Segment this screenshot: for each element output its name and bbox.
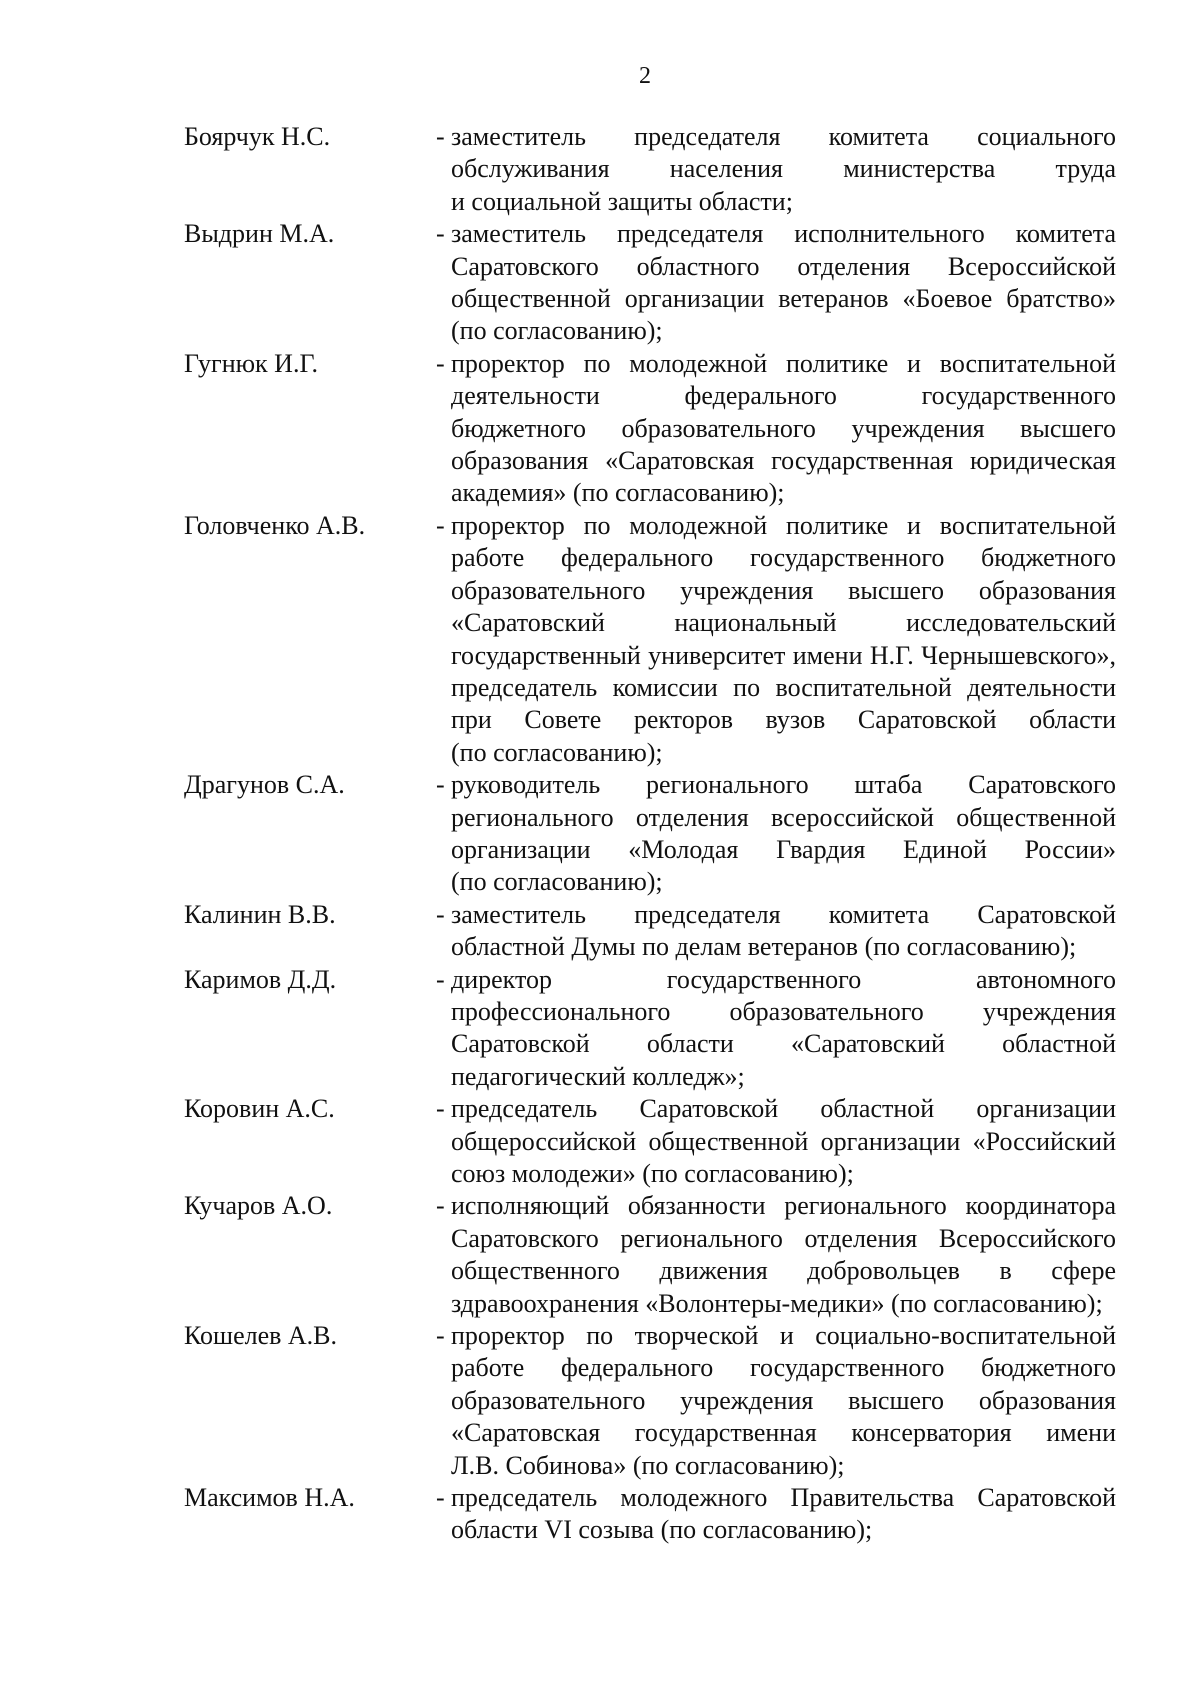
member-position: [451, 769, 1116, 899]
member-entry: [184, 348, 1116, 510]
member-position: [451, 348, 1116, 510]
position-line: обслуживания населения министерства труда: [451, 154, 1116, 184]
dash-separator: -: [436, 510, 445, 540]
member-entry: [184, 1482, 1116, 1547]
position-line: председатель Саратовской областной организации: [451, 1094, 1116, 1124]
position-line: образовательного учреждения высшего образования: [451, 575, 1116, 605]
member-position: [451, 964, 1116, 1094]
position-line: Саратовского областного отделения Всероссийской: [451, 251, 1116, 281]
member-entry: [184, 769, 1116, 899]
position-line: организации «Молодая Гвардия Единой России»: [451, 834, 1116, 864]
position-line: проректор по творческой и социально-воспитательной: [451, 1321, 1116, 1351]
position-line: Саратовского регионального отделения Всероссийского: [451, 1223, 1116, 1253]
position-line: при Совете ректоров вузов Саратовской области: [451, 705, 1116, 735]
member-position: [451, 218, 1116, 348]
member-name: Калинин В.В.: [184, 899, 336, 929]
members-list: [184, 121, 1116, 1547]
position-line: (по согласованию);: [451, 316, 663, 346]
member-name: Кошелев А.В.: [184, 1321, 338, 1351]
dash-separator: -: [436, 1321, 445, 1351]
member-position: [451, 121, 1116, 218]
dash-separator: -: [436, 1191, 445, 1221]
position-line: общероссийской общественной организации «Российский: [451, 1126, 1116, 1156]
position-line: работе федерального государственного бюджетного: [451, 543, 1116, 573]
position-line: председатель молодежного Правительства Саратовской: [451, 1483, 1116, 1513]
member-entry: [184, 1190, 1116, 1320]
position-line: директор государственного автономного: [451, 964, 1116, 994]
member-position: [451, 510, 1116, 769]
member-position: [451, 1093, 1116, 1190]
position-line: образовательного учреждения высшего образования: [451, 1385, 1116, 1415]
position-line: педагогический колледж»;: [451, 1061, 745, 1091]
member-name: Максимов Н.А.: [184, 1483, 355, 1513]
position-line: областной Думы по делам ветеранов (по согласованию);: [451, 932, 1077, 962]
member-name: Головченко А.В.: [184, 510, 366, 540]
member-entry: [184, 964, 1116, 1094]
position-line: бюджетного образовательного учреждения высшего: [451, 413, 1116, 443]
member-name: Коровин А.С.: [184, 1094, 335, 1124]
member-name: Кучаров А.О.: [184, 1191, 333, 1221]
position-line: регионального отделения всероссийской общественной: [451, 802, 1116, 832]
member-entry: [184, 1320, 1116, 1482]
member-position: [451, 1190, 1116, 1320]
dash-separator: -: [436, 770, 445, 800]
member-entry: [184, 899, 1116, 964]
position-line: государственный университет имени Н.Г. Чернышевского»,: [451, 640, 1116, 670]
dash-separator: -: [436, 1094, 445, 1124]
position-line: области VI созыва (по согласованию);: [451, 1515, 873, 1545]
member-position: [451, 1320, 1116, 1482]
position-line: председатель комиссии по воспитательной деятельности: [451, 672, 1116, 702]
position-line: Л.В. Собинова» (по согласованию);: [451, 1450, 845, 1480]
page-number: 2: [639, 63, 651, 89]
position-line: здравоохранения «Волонтеры-медики» (по согласованию);: [451, 1288, 1103, 1318]
position-line: исполняющий обязанности регионального координатора: [451, 1191, 1116, 1221]
position-line: общественного движения добровольцев в сфере: [451, 1256, 1116, 1286]
member-entry: [184, 1093, 1116, 1190]
position-line: деятельности федерального государственного: [451, 381, 1116, 411]
member-entry: [184, 121, 1116, 218]
dash-separator: -: [436, 964, 445, 994]
position-line: проректор по молодежной политике и воспитательной: [451, 348, 1116, 378]
position-line: (по согласованию);: [451, 737, 663, 767]
member-entry: [184, 510, 1116, 769]
dash-separator: -: [436, 1483, 445, 1513]
position-line: Саратовской области «Саратовский областной: [451, 1029, 1116, 1059]
dash-separator: -: [436, 348, 445, 378]
member-name: Боярчук Н.С.: [184, 122, 331, 151]
member-entry: [184, 218, 1116, 348]
position-line: проректор по молодежной политике и воспитательной: [451, 510, 1116, 540]
member-position: [451, 1482, 1116, 1547]
position-line: академия» (по согласованию);: [451, 478, 785, 508]
position-line: общественной организации ветеранов «Боевое братство»: [451, 284, 1116, 314]
position-line: (по согласованию);: [451, 867, 663, 897]
position-line: «Саратовский национальный исследовательский: [451, 608, 1116, 638]
member-name: Выдрин М.А.: [184, 219, 335, 249]
position-line: образования «Саратовская государственная юридическая: [451, 446, 1116, 476]
position-line: заместитель председателя комитета социального: [451, 122, 1116, 151]
position-line: «Саратовская государственная консерватория имени: [451, 1418, 1116, 1448]
position-line: профессионального образовательного учреждения: [451, 996, 1116, 1026]
member-name: Гугнюк И.Г.: [184, 348, 319, 378]
dash-separator: -: [436, 219, 445, 249]
position-line: работе федерального государственного бюджетного: [451, 1353, 1116, 1383]
position-line: союз молодежи» (по согласованию);: [451, 1159, 854, 1188]
dash-separator: -: [436, 899, 445, 929]
position-line: руководитель регионального штаба Саратовского: [451, 770, 1116, 800]
position-line: заместитель председателя исполнительного комитета: [451, 219, 1116, 249]
position-line: заместитель председателя комитета Саратовской: [451, 899, 1116, 929]
member-name: Драгунов С.А.: [184, 770, 345, 800]
dash-separator: -: [436, 122, 445, 151]
position-line: и социальной защиты области;: [451, 186, 793, 216]
member-position: [451, 899, 1116, 964]
member-name: Каримов Д.Д.: [184, 964, 337, 994]
